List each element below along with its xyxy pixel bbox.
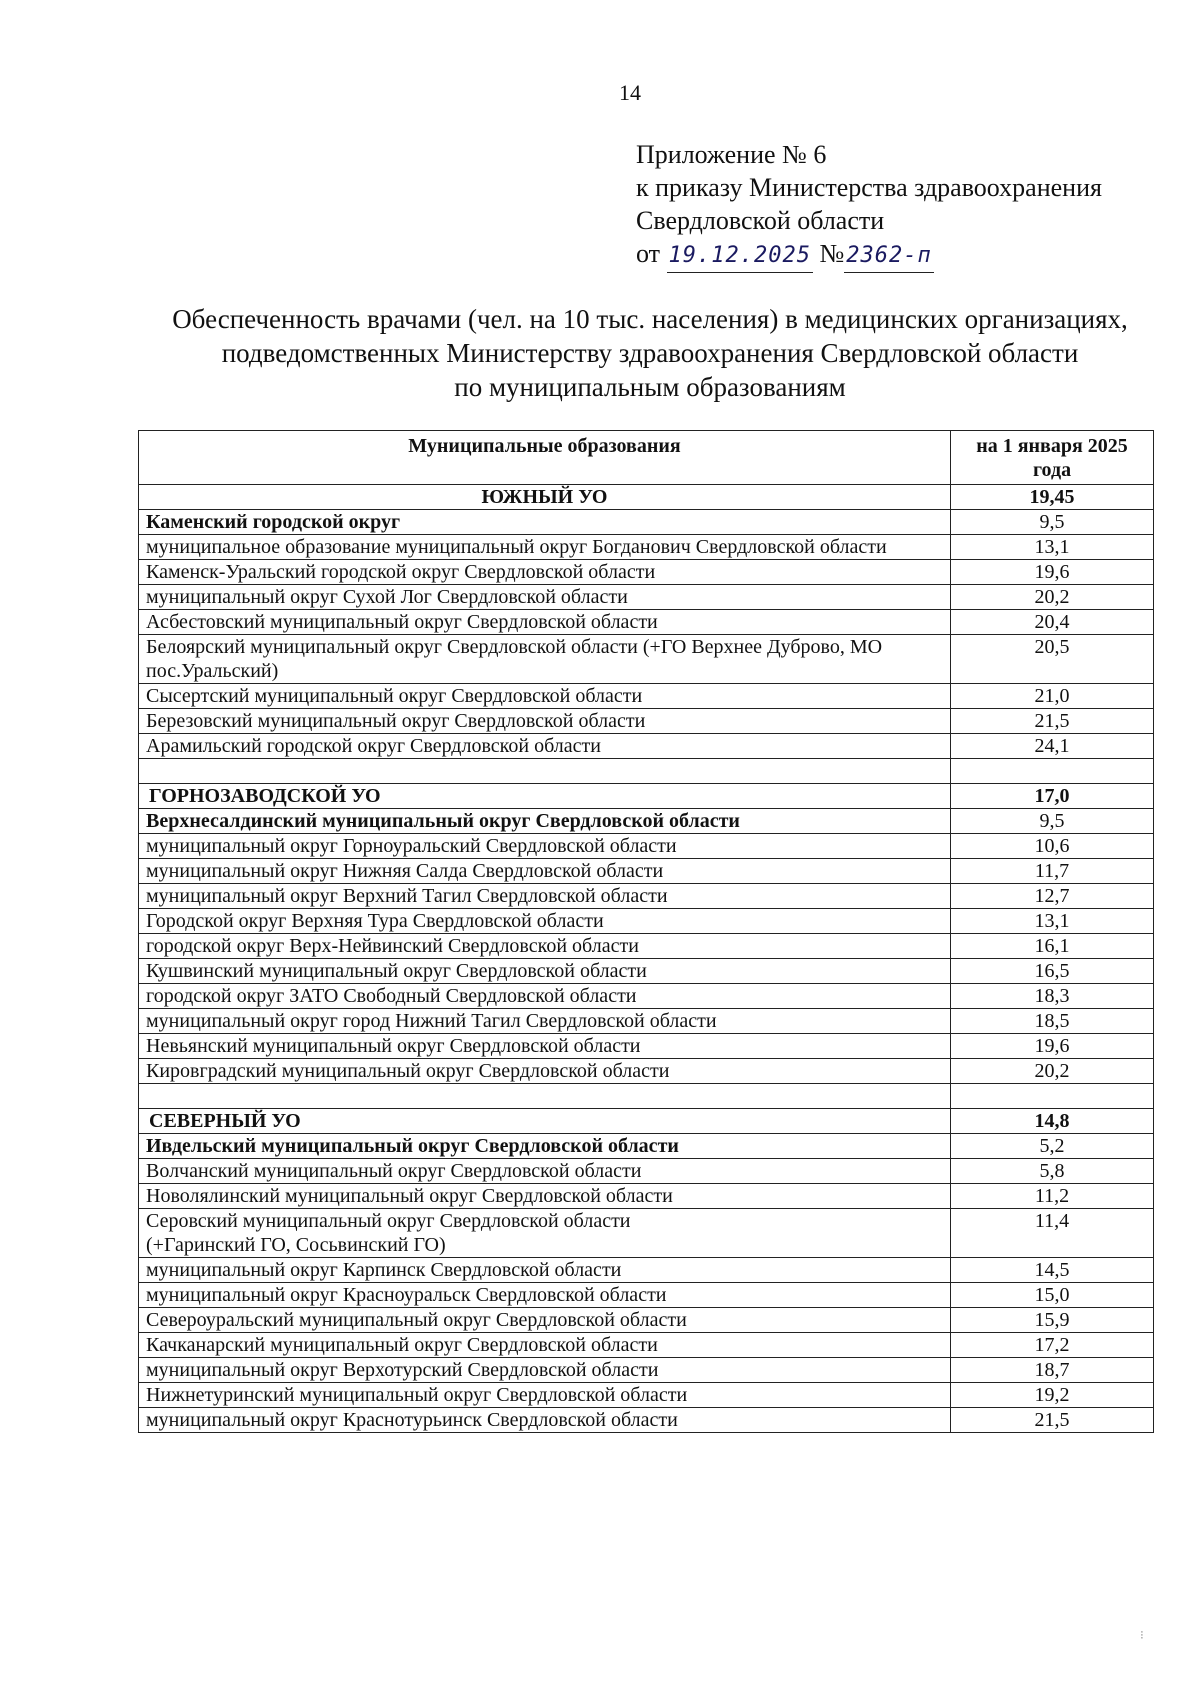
municipality-name: муниципальный округ Сухой Лог Свердловской области [139,585,951,610]
provision-value: 15,0 [951,1283,1154,1308]
document-title [100,302,1200,404]
municipality-name [139,759,951,784]
provision-value: 20,4 [951,610,1154,635]
table-row [139,809,1154,834]
provision-value: 21,5 [951,709,1154,734]
page-number: 14 [619,80,641,105]
title-line-1: Обеспеченность врачами (чел. на 10 тыс. населения) в медицинских организациях, [172,304,1128,334]
table-row [139,1383,1154,1408]
provision-value: 11,7 [951,859,1154,884]
municipality-name: муниципальный округ Карпинск Свердловской области [139,1258,951,1283]
table-row [139,1308,1154,1333]
municipality-name: СЕВЕРНЫЙ УО [139,1109,951,1134]
provision-value: 5,2 [951,1134,1154,1159]
municipality-name: Арамильский городской округ Свердловской области [139,734,951,759]
provision-value: 18,5 [951,1009,1154,1034]
municipality-name: Верхнесалдинский муниципальный округ Свердловской области [139,809,951,834]
municipality-name: городской округ ЗАТО Свободный Свердловской области [139,984,951,1009]
provision-value: 20,2 [951,1059,1154,1084]
municipality-name: муниципальное образование муниципальный округ Богданович Свердловской области [139,535,951,560]
provision-value: 5,8 [951,1159,1154,1184]
municipality-name [139,1084,951,1109]
annex-block [636,138,1102,273]
provision-value: 14,8 [951,1109,1154,1134]
annex-region-line: Свердловской области [636,206,885,235]
provision-value: 20,5 [951,635,1154,684]
municipality-name: ГОРНОЗАВОДСКОЙ УО [139,784,951,809]
table-row [139,984,1154,1009]
municipality-name: Городской округ Верхняя Тура Свердловской области [139,909,951,934]
region-row [139,1109,1154,1134]
municipality-name: Березовский муниципальный округ Свердловской области [139,709,951,734]
table-row [139,1333,1154,1358]
table-row [139,1034,1154,1059]
municipality-name: городской округ Верх-Нейвинский Свердловской области [139,934,951,959]
table-row [139,959,1154,984]
provision-value: 18,7 [951,1358,1154,1383]
annex-date-line [636,237,1102,273]
municipality-name: муниципальный округ Горноуральский Свердловской области [139,834,951,859]
table-row [139,510,1154,535]
municipality-name: муниципальный округ Верхотурский Свердловской области [139,1358,951,1383]
provision-value: 13,1 [951,535,1154,560]
provision-value: 24,1 [951,734,1154,759]
municipality-name: Качканарский муниципальный округ Свердловской области [139,1333,951,1358]
provision-value [951,1084,1154,1109]
municipality-name: муниципальный округ Нижняя Салда Свердловской области [139,859,951,884]
provision-value: 17,2 [951,1333,1154,1358]
provision-value: 14,5 [951,1258,1154,1283]
table-body [139,485,1154,1433]
table-row [139,1159,1154,1184]
municipality-name: Сысертский муниципальный округ Свердловской области [139,684,951,709]
table-row [139,1009,1154,1034]
municipality-name: муниципальный округ Краснотурьинск Свердловской области [139,1408,951,1433]
table-header-row [139,431,1154,485]
header-municipality: Муниципальные образования [139,431,951,485]
annex-title: Приложение № 6 [636,140,827,169]
table-row [139,585,1154,610]
table-row [139,610,1154,635]
table-row [139,1408,1154,1433]
table-row [139,934,1154,959]
table-row [139,734,1154,759]
municipality-name: муниципальный округ Верхний Тагил Свердловской области [139,884,951,909]
handwritten-number: 2362-п [844,239,933,273]
municipality-name: Кировградский муниципальный округ Свердловской области [139,1059,951,1084]
municipality-name: Новолялинский муниципальный округ Свердловской области [139,1184,951,1209]
table-row [139,1184,1154,1209]
table-row [139,535,1154,560]
municipality-name: Кушвинский муниципальный округ Свердловской области [139,959,951,984]
table-row [139,1358,1154,1383]
scan-mark: ⁝ [1140,1628,1144,1642]
municipality-name: муниципальный округ Красноуральск Свердловской области [139,1283,951,1308]
municipality-name: ЮЖНЫЙ УО [139,485,951,510]
provision-value: 18,3 [951,984,1154,1009]
provision-value: 9,5 [951,510,1154,535]
table-row [139,635,1154,684]
provision-value: 13,1 [951,909,1154,934]
provision-value [951,759,1154,784]
spacer-row [139,1084,1154,1109]
date-prefix: от [636,239,661,268]
table-row [139,1134,1154,1159]
provision-value: 9,5 [951,809,1154,834]
table-row [139,709,1154,734]
table-row [139,884,1154,909]
municipality-name: Асбестовский муниципальный округ Свердловской области [139,610,951,635]
municipality-name: Белоярский муниципальный округ Свердловской области (+ГО Верхнее Дуброво, МО пос.Уральский) [139,635,951,684]
municipality-name: Каменск-Уральский городской округ Свердловской области [139,560,951,585]
number-prefix: № [819,239,845,268]
spacer-row [139,759,1154,784]
handwritten-date: 19.12.2025 [667,239,813,273]
provision-value: 21,0 [951,684,1154,709]
table-row [139,1209,1154,1258]
table-row [139,859,1154,884]
municipality-name: Невьянский муниципальный округ Свердловской области [139,1034,951,1059]
provision-value: 10,6 [951,834,1154,859]
provision-value: 15,9 [951,1308,1154,1333]
provision-value: 19,2 [951,1383,1154,1408]
provision-value: 12,7 [951,884,1154,909]
provision-value: 21,5 [951,1408,1154,1433]
table-row [139,1059,1154,1084]
table-row [139,560,1154,585]
table-row [139,909,1154,934]
provision-value: 16,5 [951,959,1154,984]
provision-value: 11,2 [951,1184,1154,1209]
municipality-name: Нижнетуринский муниципальный округ Свердловской области [139,1383,951,1408]
table-row [139,1258,1154,1283]
municipality-name: Волчанский муниципальный округ Свердловской области [139,1159,951,1184]
provision-value: 20,2 [951,585,1154,610]
provision-value: 19,6 [951,1034,1154,1059]
table-row [139,1283,1154,1308]
provision-value: 19,45 [951,485,1154,510]
title-line-2: подведомственных Министерству здравоохранения Свердловской области [221,338,1079,368]
header-date: на 1 января 2025 года [951,431,1154,485]
table-row [139,834,1154,859]
municipality-name: Ивдельский муниципальный округ Свердловской области [139,1134,951,1159]
municipality-name: Серовский муниципальный округ Свердловской области (+Гаринский ГО, Сосьвинский ГО) [139,1209,951,1258]
table-row [139,684,1154,709]
region-row [139,485,1154,510]
annex-order-line: к приказу Министерства здравоохранения [636,173,1102,202]
municipality-name: муниципальный округ город Нижний Тагил Свердловской области [139,1009,951,1034]
provision-value: 11,4 [951,1209,1154,1258]
municipality-name: Каменский городской округ [139,510,951,535]
provision-value: 17,0 [951,784,1154,809]
title-line-3: по муниципальным образованиям [454,372,846,402]
provision-table [138,430,1154,1433]
provision-value: 19,6 [951,560,1154,585]
municipality-name: Североуральский муниципальный округ Свердловской области [139,1308,951,1333]
region-row [139,784,1154,809]
provision-value: 16,1 [951,934,1154,959]
